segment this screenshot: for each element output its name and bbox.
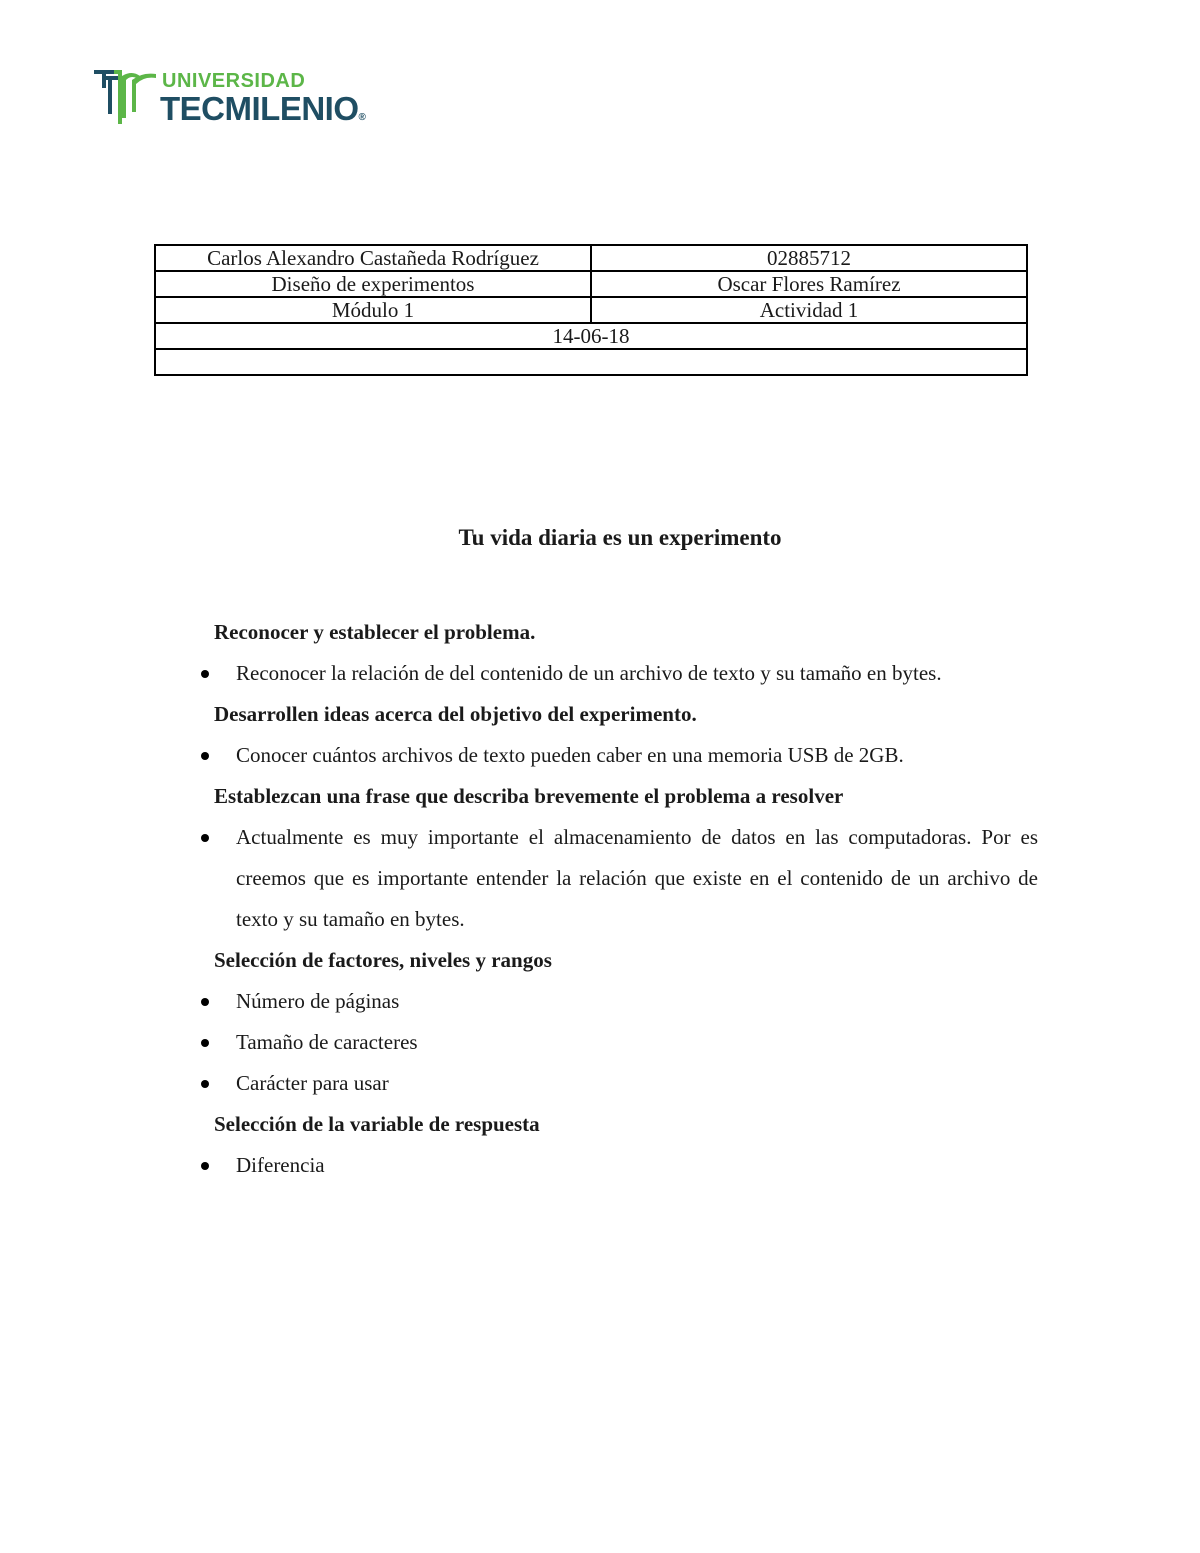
student-name: Carlos Alexandro Castañeda Rodríguez (155, 245, 591, 271)
section-heading: Selección de la variable de respuesta (214, 1112, 540, 1136)
student-id: 02885712 (591, 245, 1027, 271)
list-item-text: Tamaño de caracteres (236, 1030, 418, 1054)
section-heading: Establezcan una frase que describa brevemente el problema a resolver (214, 784, 844, 808)
document-title: Tu vida diaria es un experimento (458, 525, 782, 550)
teacher-name: Oscar Flores Ramírez (591, 271, 1027, 297)
bullet-icon (201, 998, 209, 1006)
list-item (214, 1145, 1038, 1186)
table-row (155, 323, 1027, 349)
list-item (214, 1063, 1038, 1104)
bullet-icon (201, 834, 209, 842)
bullet-icon (201, 752, 209, 760)
section-heading: Selección de factores, niveles y rangos (214, 948, 552, 972)
table-row (155, 349, 1027, 375)
list-item (214, 735, 1038, 776)
list-item-text: Número de páginas (236, 989, 400, 1013)
table-row (155, 297, 1027, 323)
tecmilenio-logo-icon (92, 66, 158, 128)
empty-cell (155, 349, 1027, 375)
date-cell: 14-06-18 (155, 323, 1027, 349)
bullet-icon (201, 1080, 209, 1088)
section-heading: Reconocer y establecer el problema. (214, 620, 536, 644)
list-item (214, 653, 1038, 694)
course-name: Diseño de experimentos (155, 271, 591, 297)
list-item (214, 981, 1038, 1022)
logo-wordmark: TECMILENIO (160, 90, 359, 127)
list-item-text: Actualmente es muy importante el almacenamiento de datos en las computadoras. Por es creemos que es importante entender la relación que existe en el contenido de un archivo de texto y su tamaño en bytes. (236, 825, 1038, 931)
university-logo (92, 66, 392, 130)
bullet-icon (201, 1162, 209, 1170)
logo-text-tecmilenio (160, 90, 366, 128)
registered-mark: ® (358, 112, 366, 123)
bullet-icon (201, 1039, 209, 1047)
list-item-text: Reconocer la relación de del contenido de un archivo de texto y su tamaño en bytes. (236, 661, 942, 685)
cover-info-table (154, 244, 1028, 376)
list-item (214, 1022, 1038, 1063)
table-row (155, 271, 1027, 297)
list-item-text: Carácter para usar (236, 1071, 389, 1095)
module-label: Módulo 1 (155, 297, 591, 323)
section-heading: Desarrollen ideas acerca del objetivo del experimento. (214, 702, 697, 726)
list-item-text: Conocer cuántos archivos de texto pueden caber en una memoria USB de 2GB. (236, 743, 904, 767)
bullet-icon (201, 670, 209, 678)
logo-text-universidad: UNIVERSIDAD (162, 70, 306, 92)
activity-label: Actividad 1 (591, 297, 1027, 323)
document-body (214, 612, 1038, 1186)
list-item-text: Diferencia (236, 1153, 325, 1177)
list-item (214, 817, 1038, 940)
table-row (155, 245, 1027, 271)
